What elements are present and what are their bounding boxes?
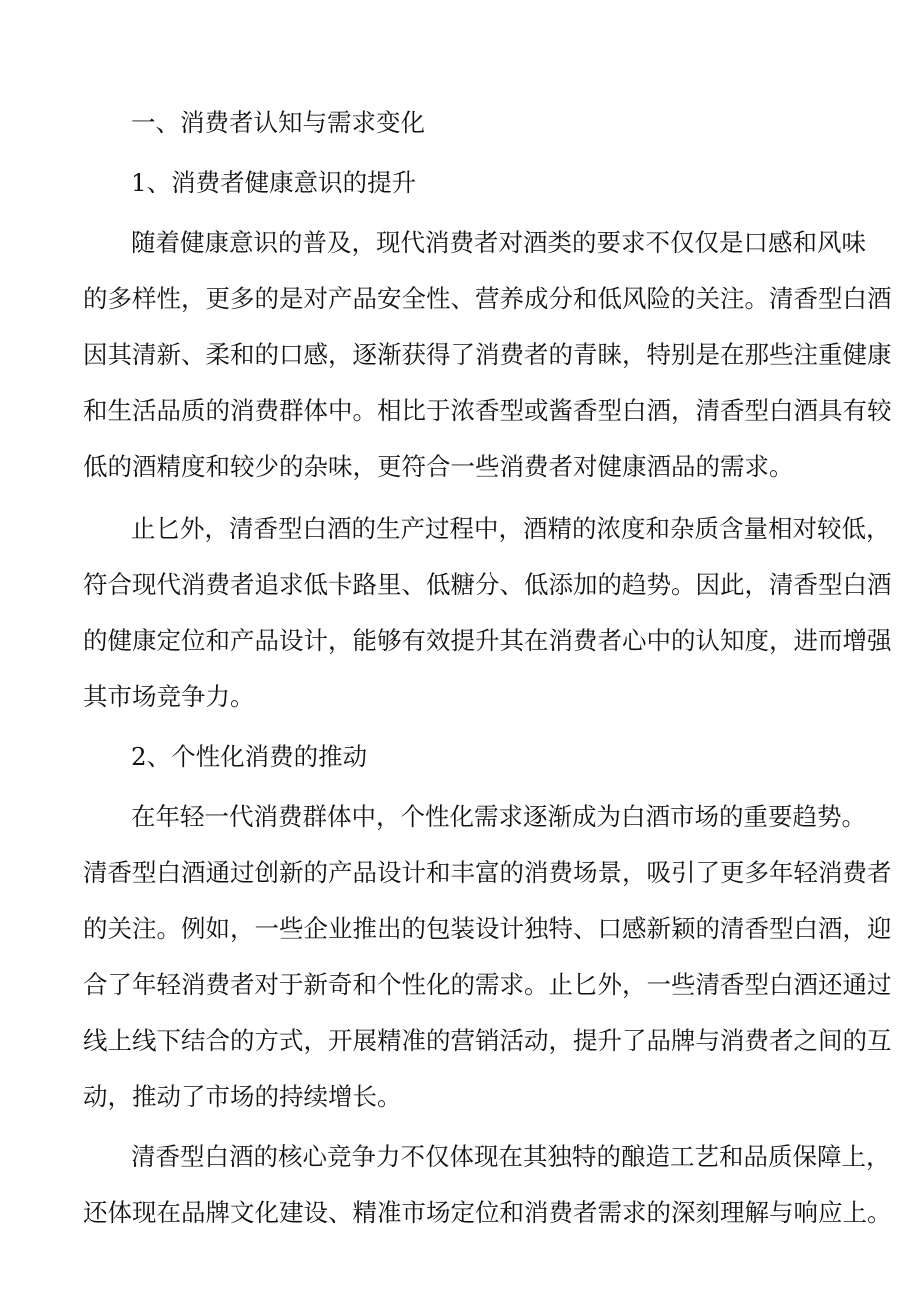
paragraph-line: 清香型白酒通过创新的产品设计和丰富的消费场景，吸引了更多年轻消费者: [83, 858, 892, 887]
paragraph-line: 合了年轻消费者对于新奇和个性化的需求。止匕外，一些清香型白酒还通过: [83, 970, 892, 999]
paragraph-line: 因其清新、柔和的口感，逐渐获得了消费者的青睐，特别是在那些注重健康: [83, 340, 892, 369]
paragraph-line: 止匕外，清香型白酒的生产过程中，酒精的浓度和杂质含量相对较低，: [131, 514, 891, 543]
paragraph-line: 的关注。例如，一些企业推出的包装设计独特、口感新颖的清香型白酒，迎: [83, 914, 892, 943]
paragraph-line: 在年轻一代消费群体中，个性化需求逐渐成为白酒市场的重要趋势。: [131, 802, 866, 831]
paragraph-line: 还体现在品牌文化建设、精准市场定位和消费者需求的深刻理解与响应上。: [83, 1198, 892, 1227]
paragraph-line: 随着健康意识的普及，现代消费者对酒类的要求不仅仅是口感和风味: [131, 228, 866, 257]
paragraph-line: 线上线下结合的方式，开展精准的营销活动，提升了品牌与消费者之间的互: [83, 1026, 892, 1055]
subsection-title-personalization: 2、个性化消费的推动: [131, 742, 368, 771]
paragraph-line: 清香型白酒的核心竞争力不仅体现在其独特的酿造工艺和品质保障上，: [131, 1142, 891, 1171]
paragraph-line: 动，推动了市场的持续增长。: [83, 1082, 402, 1111]
paragraph-line: 的多样性，更多的是对产品安全性、营养成分和低风险的关注。清香型白酒: [83, 284, 892, 313]
paragraph-line: 符合现代消费者追求低卡路里、低糖分、低添加的趋势。因此，清香型白酒: [83, 570, 892, 599]
section-title: 一、消费者认知与需求变化: [131, 108, 425, 137]
subsection-title-health: 1、消费者健康意识的提升: [131, 168, 417, 197]
paragraph-line: 低的酒精度和较少的杂味，更符合一些消费者对健康酒品的需求。: [83, 452, 794, 481]
paragraph-line: 和生活品质的消费群体中。相比于浓香型或酱香型白酒，清香型白酒具有较: [83, 396, 892, 425]
paragraph-line: 其市场竞争力。: [83, 682, 255, 711]
paragraph-line: 的健康定位和产品设计，能够有效提升其在消费者心中的认知度，进而增强: [83, 626, 892, 655]
